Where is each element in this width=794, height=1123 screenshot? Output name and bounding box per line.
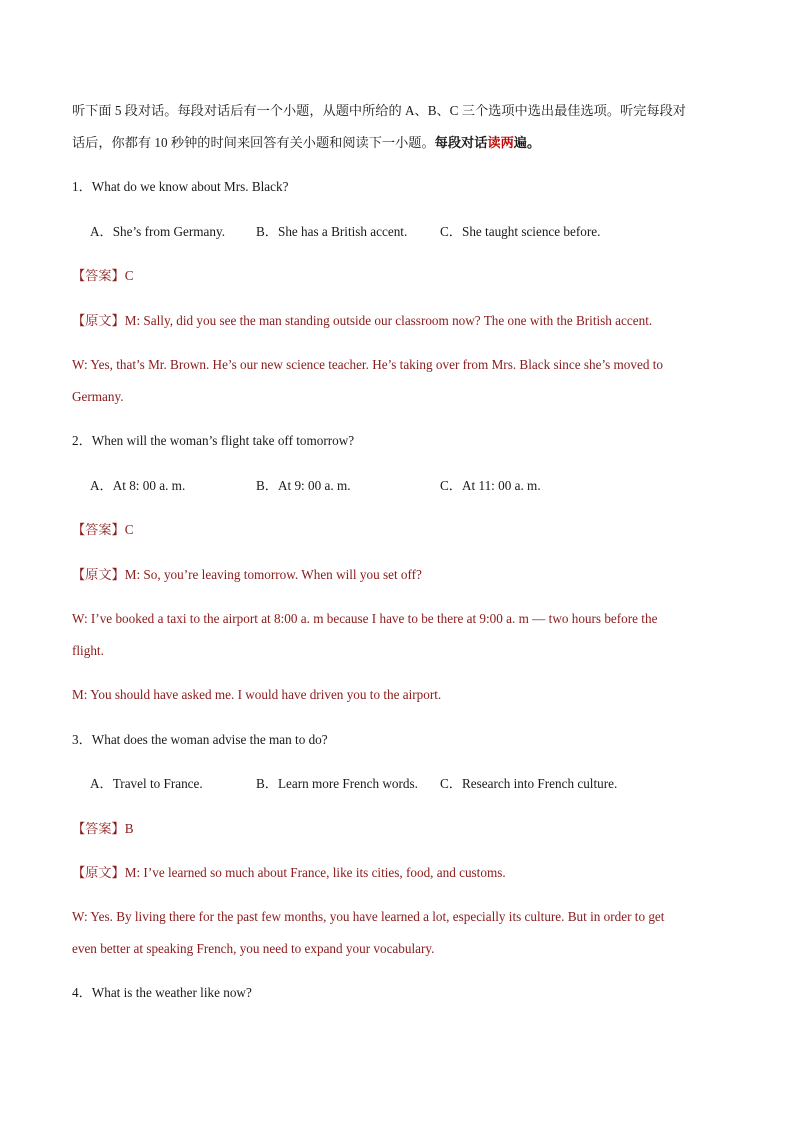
q3-option-b: B．Learn more French words. (256, 776, 418, 791)
question-4: 4．What is the weather like now? (72, 985, 252, 1000)
transcript-text: M: Sally, did you see the man standing outside our classroom now? The one with the British accent. (124, 313, 653, 328)
q2-transcript-1 (72, 567, 422, 583)
question-3: 3．What does the woman advise the man to do? (72, 732, 328, 747)
instructions-text: 话后，你都有 10 秒钟的时间来回答有关小题和阅读下一小题。 (72, 135, 435, 150)
q2-transcript-4: M: You should have asked me. I would have driven you to the airport. (72, 687, 442, 702)
q1-transcript-1 (72, 313, 652, 329)
q3-transcript-3: even better at speaking French, you need to expand your vocabulary. (72, 941, 435, 956)
answer-value: C (124, 268, 134, 283)
source-label: 【原文】 (72, 567, 125, 582)
answer-value: B (124, 821, 134, 836)
instructions-bold-red: 读两 (487, 135, 514, 150)
answer-label: 【答案】 (72, 821, 125, 836)
source-label: 【原文】 (72, 313, 125, 328)
q1-option-c: C．She taught science before. (440, 224, 601, 239)
q3-option-c: C．Research into French culture. (440, 776, 618, 791)
instructions-bold-2: 遍。 (513, 135, 541, 150)
q3-answer (72, 821, 134, 837)
q2-option-b: B．At 9: 00 a. m. (256, 478, 351, 493)
q1-transcript-3: Germany. (72, 389, 124, 404)
q3-transcript-2: W: Yes. By living there for the past few months, you have learned a lot, especially its culture. But in order to get (72, 909, 665, 924)
q1-option-b: B．She has a British accent. (256, 224, 408, 239)
q2-transcript-2: W: I’ve booked a taxi to the airport at 8:00 a. m because I have to be there at 9:00 a. m — two hours before the (72, 611, 658, 626)
instructions-line-2 (72, 135, 540, 151)
answer-value: C (124, 522, 134, 537)
q3-option-a: A．Travel to France. (90, 776, 203, 791)
q2-option-c: C．At 11: 00 a. m. (440, 478, 541, 493)
q1-option-a: A．She’s from Germany. (90, 224, 226, 239)
q1-answer (72, 268, 134, 284)
question-1: 1．What do we know about Mrs. Black? (72, 179, 289, 194)
q1-transcript-2: W: Yes, that’s Mr. Brown. He’s our new science teacher. He’s taking over from Mrs. Black since she’s moved to (72, 357, 663, 372)
source-label: 【原文】 (72, 865, 125, 880)
q2-option-a: A．At 8: 00 a. m. (90, 478, 186, 493)
answer-label: 【答案】 (72, 522, 125, 537)
instructions-bold-1: 每段对话 (434, 135, 488, 150)
question-2: 2．When will the woman’s flight take off tomorrow? (72, 433, 355, 448)
transcript-text: M: So, you’re leaving tomorrow. When will you set off? (124, 567, 422, 582)
q2-transcript-3: flight. (72, 643, 104, 658)
transcript-text: M: I’ve learned so much about France, like its cities, food, and customs. (124, 865, 506, 880)
q2-answer (72, 522, 134, 538)
answer-label: 【答案】 (72, 268, 125, 283)
instructions-line-1: 听下面 5 段对话。每段对话后有一个小题，从题中所给的 A、B、C 三个选项中选出最佳选项。听完每段对 (72, 103, 686, 118)
q3-transcript-1 (72, 865, 506, 881)
